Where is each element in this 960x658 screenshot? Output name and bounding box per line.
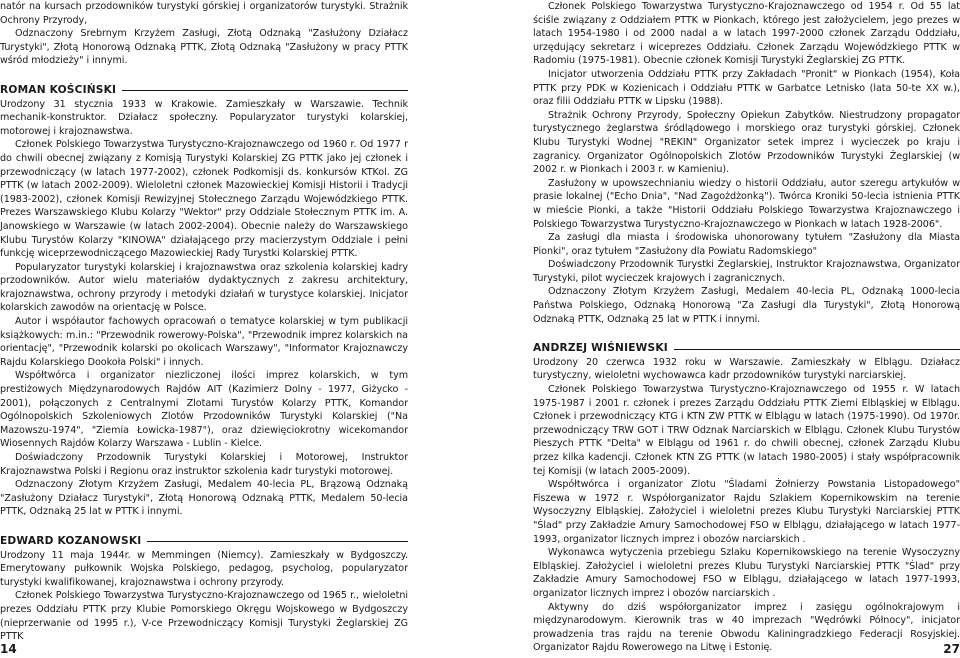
bio-paragraph: Członek Polskiego Towarzystwa Turystyczno-Krajoznawczego od 1955 r. W latach 1975-1987 i 2001 r. członek i prezes Zarządu Oddziału PTTK Ziemi Elbląskiej w Elblągu. Członek i przewodniczący KTG i KTN ZW PTTK w Elblągu w latach (1975-1990). Od 1970r. przewodniczący TRW GOT i TRW Odznak Narciarskich w Elblągu. Członek Klubu Turystów Pieszych PTTK "Delta" w Elblągu od 1961 r. do chwili obecnej, członek Zarządu Klubu przez kilka kadencji. Członek KTN ZG PTTK (w latach 1980-2005) i stały współpracownik tej Komisji (w latach 2005-2009). (533, 384, 960, 477)
bio-paragraph: Aktywny do dziś współorganizator imprez i zasięgu ogólnokrajowym i międzynarodowym. Kierownik tras w 40 imprezach "Wędrówki Północy", inicjator prowadzenia tras rajdu na terenie Obwodu Kaliningradzkiego Federacji Rosyjskiej. Organizator Rajdu Rowerowego na Litwę i Estonię. (533, 601, 960, 654)
intro-paragraph: Odznaczony Srebrnym Krzyżem Zasługi, Złotą Odznaką "Zasłużony Działacz Turystyki", Złotą Honorową Odznaką PTTK, Złotą Odznaką "Zasłużony w pracy PTTK wśród młodzieży" i innymi. (0, 28, 408, 67)
bio-paragraph: Doświadczony Przodownik Turystyki Kolarskiej i Motorowej, Instruktor Krajoznawstwa Polski i Regionu oraz instruktor szkolenia kadr turystyki motorowej. (0, 452, 408, 477)
section-heading-wisniewski (533, 342, 960, 356)
bio-paragraph: Urodzony 11 maja 1944r. w Memmingen (Niemcy). Zamieszkały w Bydgoszczy. Emerytowany pułkownik Wojska Polskiego, pedagog, psycholog, popularyzator turystyki kwalifikowanej, krajoznawstwa i ochrony przyrody. (0, 549, 408, 588)
section-heading-kozanowski (0, 535, 408, 549)
intro-paragraph: Inicjator utworzenia Oddziału PTTK przy Zakładach "Pronit" w Pionkach (1954), Koła PTTK przy PDK w Kozienicach i Oddziału PTTK w Garbatce Letnisko (lata 50-te XX w.), oraz filii Oddziału PTTK w Lipsku (1988). (533, 68, 960, 108)
heading-rule (674, 349, 960, 350)
section-name: ROMAN KOŚCIŃSKI (0, 83, 117, 96)
bio-paragraph: Współtwórca i organizator Zlotu "Śladami Żołnierzy Powstania Listopadowego" Fiszewa w 1972 r. Współorganizator Rajdu Szlakiem Kopernikowskim na terenie Wysoczyzny Elbląskiej. Założyciel i wieloletni prezes Klubu Turystyki Narciarskiej PTTK "Ślad" przy Zakładzie Amury Samochodowej FSO w Elblągu, działającego w latach 1977-1993, organizator licznych imprez i obozów narciarskich . (533, 479, 960, 545)
bio-paragraph: Członek Polskiego Towarzystwa Turystyczno-Krajoznawczego od 1960 r. Od 1977 r do chwili obecnej związany z Komisją Turystyki Kolarskiej ZG PTTK jako jej członek i przewodniczący (w latach 1977-2002), członek Podkomisji ds. konkursów KTKol. ZG PTTK (w latach 2002-2009). Wieloletni członek Mazowieckiej Komisji Historii i Tradycji (1983-2002), członek Komisji Rewizyjnej Stołecznego Zarządu Wojewódzkiego PTTK. Prezes Warszawskiego Klubu Kolarzy "Wektor" przy Oddziale Stołecznym PTTK im. A. Janowskiego w Warszawie (w latach 2002-2004). Obecnie należy do Warszawskiego Klubu Turystów Kolarzy "KINOWA" działającego przy macierzystym Oddziale i pełni funkcję wiceprzewodniczącego Mazowieckiej Rady Turystki Kolarskiej PTTK. (0, 139, 408, 260)
page-number-left: 14 (0, 642, 17, 656)
intro-paragraph: Strażnik Ochrony Przyrody, Społeczny Opiekun Zabytków. Niestrudzony propagator turystycznego żeglarstwa śródlądowego i morskiego oraz turystyki górskiej. Członek Klubu Turystyki Wodnej "REKIN" Organizator setek imprez i wycieczek po kraju i zagranicy. Organizator Ogólnopolskich Zlotów Przodowników Turystyki Żeglarskiej (w 2002 r. w Pionkach i 2003 r. w Kamieniu). (533, 109, 960, 176)
bio-paragraph: Autor i współautor fachowych opracowań o tematyce kolarskiej w tym publikacji książkowych: m.in.: "Przewodnik rowerowy-Polska", "Przewodnik imprez kolarskich na orientację", "Przewodnik kolarski po okolicach Warszawy", "Informator Krajoznawczy Rajdu Kolarskiego Dookoła Polski" i innych. (0, 316, 408, 368)
intro-paragraph: Za zasługi dla miasta i środowiska uhonorowany tytułem "Zasłużony dla Miasta Pionki", oraz tytułem "Zasłużony dla Powiatu Radomskiego" (533, 232, 960, 257)
bio-paragraph: Współtwórca i organizator niezliczonej ilości imprez kolarskich, w tym prestiżowych Międzynarodowych Rajdów AIT (Kazimierz Dolny - 1977, Giżycko - 2001), połączonych z Centralnymi Zlotami Turystów Kolarzy PTTK, Komandor Ogólnopolskich Szkoleniowych Zlotów Przodowników Turystyki Kolarskiej ("Na Mazowszu-1974", "Ziemia Łowicka-1987"), oraz dziewięciokrotny wicekomandor Wiosennych Rajdów Kolarzy Warszawa - Lublin - Kielce. (0, 370, 408, 450)
heading-rule (147, 541, 408, 542)
bio-paragraph: Urodzony 31 stycznia 1933 w Krakowie. Zamieszkały w Warszawie. Technik mechanik-konstruktor. Działacz społeczny. Popularyzator turystyki kolarskiej, motorowej i krajoznawstwa. (0, 98, 408, 137)
bio-paragraph: Odznaczony Złotym Krzyżem Zasługi, Medalem 40-lecia PL, Brązową Odznaką "Zasłużony Działacz Turystyki", Złotą Honorową Odznaką PTTK, Medalem 50-lecia PTTK, Odznaką 25 lat w PTTK i innymi. (0, 479, 408, 518)
bio-paragraph: Członek Polskiego Towarzystwa Turystyczno-Krajoznawczego od 1965 r., wieloletni prezes Oddziału PTTK przy Klubie Pomorskiego Okręgu Wojskowego w Bydgoszczy (nieprzerwanie od 1995 r.), V-ce Przewodniczący Komisji Turystyki Żeglarskiej ZG PTTK (0, 590, 408, 643)
intro-paragraph: natór na kursach przodowników turystyki górskiej i organizatorów turystyki. Strażnik Ochrony Przyrody, (0, 1, 408, 26)
bio-paragraph: Popularyzator turystyki kolarskiej i krajoznawstwa oraz szkolenia kolarskiej kadry przodowników. Autor wielu materiałów dydaktycznych z zakresu architektury, krajoznawstwa, ochrony przyrody i metodyki działań w turystyce kolarskiej. Inicjator kolarskich zawodów na orientację w Polsce. (0, 261, 408, 314)
right-column (533, 0, 960, 655)
intro-paragraph: Odznaczony Złotym Krzyżem Zasługi, Medalem 40-lecia PL, Odznaką 1000-lecia Państwa Polskiego, Odznaką Honorową "Za Zasługi dla Turystyki", Złotą Honorową Odznaką PTTK, Odznaką 25 lat w PTTK i innymi. (533, 286, 960, 325)
intro-paragraph: Członek Polskiego Towarzystwa Turystyczno-Krajoznawczego od 1954 r. Od 55 lat ściśle związany z Oddziałem PTTK w Pionkach, którego jest założycielem, jego prezes w latach 1954-1980 i od 2000 nadal a w latach 1997-2000 członek Zarządu Oddziału, urzędujący sekretarz i wiceprezes Oddziału. Członek Zarządu Wojewódzkiego PTTK w Radomiu (1975-1981). Obecnie członek Komisji Turystyki Żeglarskiej ZG PTTK. (533, 1, 960, 67)
intro-paragraph: Doświadczony Przodownik Turystki Żeglarskiej, Instruktor Krajoznawstwa, Organizator Turystyki, pilot wycieczek krajowych i zagranicznych. (533, 259, 960, 284)
section-heading-koscinski (0, 84, 408, 98)
section-name: ANDRZEJ WIŚNIEWSKI (533, 342, 668, 355)
left-column (0, 0, 408, 644)
section-name: EDWARD KOZANOWSKI (0, 534, 142, 547)
heading-rule (122, 90, 408, 91)
bio-paragraph: Urodzony 20 czerwca 1932 roku w Warszawie. Zamieszkały w Elblągu. Działacz turystyczny, wieloletni wychowawca kadr przodowników turystyki narciarskiej. (533, 356, 960, 382)
intro-paragraph: Zasłużony w upowszechnianiu wiedzy o historii Oddziału, autor szeregu artykułów w prasie lokalnej ("Echo Dnia", "Nad Zagożdżonką"). Twórca Kroniki 50-lecia istnienia PTTK w mieście Pionki, a także "Historii Oddziału Polskiego Towarzystwa Krajoznawczego i Polskiego Towarzystwa Turystyczno-Krajoznawczego w Pionkach w latach 1928-2006". (533, 177, 960, 230)
bio-paragraph: Wykonawca wytyczenia przebiegu Szlaku Kopernikowskiego na terenie Wysoczyzny Elbląskiej. Założyciel i wieloletni prezes Klubu Turystyki Narciarskiej PTTK "Ślad" przy Zakładzie Amury Samochodowej FSO w Elblągu, działającego w latach 1977-1993, organizator licznych imprez i obozów narciarskich . (533, 547, 960, 599)
page-number-right: 27 (943, 642, 960, 656)
